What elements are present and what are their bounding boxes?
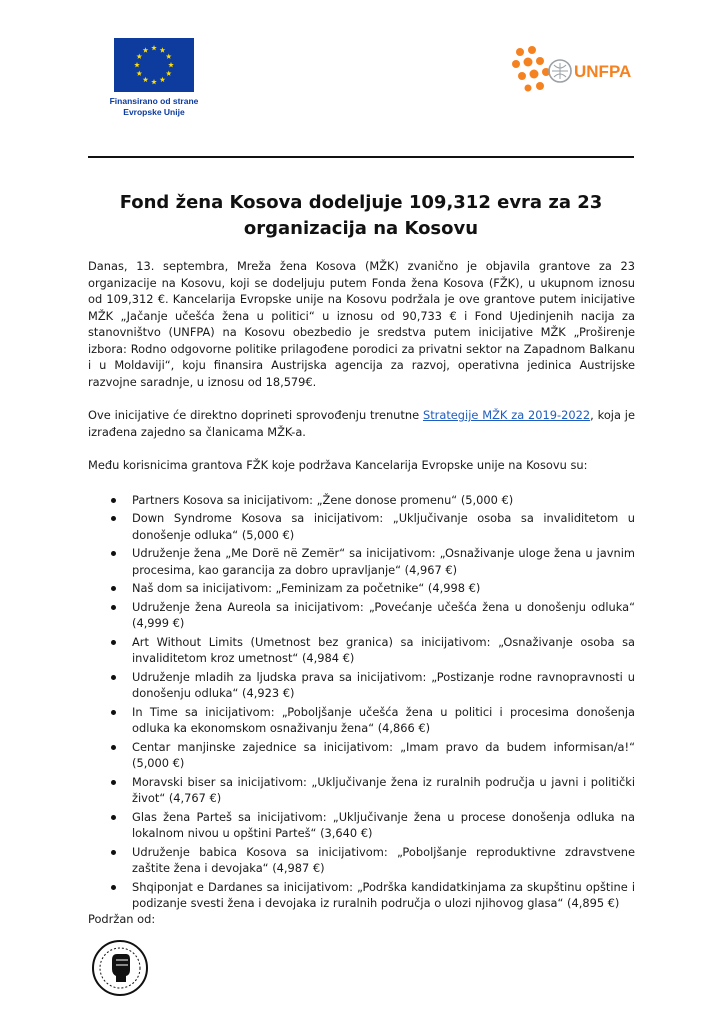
grant-item: Art Without Limits (Umetnost bez granica) sa inicijativom: „Osnaživanje osoba sa invaliditetom kroz umetnost“ (4,984 €) [132, 634, 635, 665]
grant-item: Centar manjinske zajednice sa inicijativom: „Imam pravo da budem informisan/a!“ (5,000 €) [132, 739, 635, 770]
grant-item: Shqiponjat e Dardanes sa inicijativom: „Podrška kandidatkinjama za skupštinu opštine i podizanje svesti žena i devojaka iz ruralnih područja o ulozi njihovog glasa“ (4,895 €) [132, 879, 635, 910]
eu-star-icon [136, 71, 142, 76]
strategy-paragraph [88, 407, 635, 440]
grant-item: In Time sa inicijativom: „Poboljšanje učešća žena u politici i procesima donošenja odluka ka ekonomskom osnaživanju žena“ (4,866 €) [132, 704, 635, 735]
strategy-text-after: , koja je izrađena zajedno sa članicama MŽK-a. [88, 408, 635, 439]
grant-item: Udruženje mladih za ljudska prava sa inicijativom: „Postizanje rodne ravnopravnosti u donošenju odluka“ (4,923 €) [132, 669, 635, 700]
grant-item: Glas žena Parteš sa inicijativom: „Uključivanje žena u procese donošenja odluka na lokalnom nivou u opštini Parteš“ (3,640 €) [132, 809, 635, 840]
eu-caption-line1: Finansirano od strane [109, 96, 199, 106]
eu-star-icon [143, 77, 149, 82]
header-divider [88, 156, 634, 158]
eu-star-icon [160, 77, 166, 82]
grant-item: Udruženje žena „Me Dorë në Zemër“ sa inicijativom: „Osnaživanje uloge žena u javnim procesima, kao garancija za dobro upravljanje“ (4,967 €) [132, 546, 635, 577]
grant-list [88, 492, 635, 912]
strategy-link[interactable]: Strategije MŽK za 2019-2022 [422, 408, 591, 422]
eu-star-icon [134, 62, 140, 67]
unfpa-wordmark: UNFPA [574, 62, 632, 81]
eu-star-icon [151, 79, 157, 84]
grant-item: Naš dom sa inicijativom: „Feminizam za početnike“ (4,998 €) [132, 580, 635, 597]
eu-star-icon [136, 54, 142, 59]
grant-item: Udruženje babica Kosova sa inicijativom: „Poboljšanje reproduktivne zdravstvene zaštite žena i devojaka“ (4,987 €) [132, 844, 635, 875]
fist-logo-icon [90, 938, 150, 998]
grant-item: Down Syndrome Kosova sa inicijativom: „Uključivanje osoba sa invaliditetom u donošenje odluka“ (5,000 €) [132, 511, 635, 542]
unfpa-logo [510, 44, 638, 94]
strategy-text-before: Ove inicijative će direktno doprineti sprovođenju trenutne [88, 408, 423, 422]
eu-star-icon [166, 54, 172, 59]
eu-star-icon [143, 47, 149, 52]
grant-item: Partners Kosova sa inicijativom: „Žene donose promenu“ (5,000 €) [132, 492, 635, 509]
eu-logo-block [88, 38, 220, 118]
article-body [88, 258, 635, 914]
eu-star-icon [166, 71, 172, 76]
eu-caption-line2: Evropske Unije [123, 107, 185, 117]
title-line2: organizacija na Kosovu [243, 218, 479, 239]
supported-by-label: Podržan od: [88, 912, 156, 926]
eu-star-icon [168, 62, 174, 67]
eu-funding-caption [88, 96, 220, 118]
eu-flag-icon [114, 38, 194, 92]
grantees-intro: Među korisnicima grantova FŽK koje podržava Kancelarija Evropske unije na Kosovu su: [88, 458, 588, 472]
title-line1: Fond žena Kosova dodeljuje 109,312 evra za 23 [119, 192, 603, 213]
grant-item: Udruženje žena Aureola sa inicijativom: „Povećanje učešća žena u donošenju odluka“ (4,999 €) [132, 599, 635, 630]
eu-star-icon [151, 45, 157, 50]
intro-paragraph: Danas, 13. septembra, Mreža žena Kosova (MŽK) zvanično je objavila grantove za 23 organizacije na Kosovu, koji se dodeljuju putem Fonda žena Kosova (FŽK), u ukupnom iznosu od 109,312 €. Kancelarija Evropske unije na Kosovu podržala je ove grantove putem inicijative MŽK „Jačanje učešća žena u politici“ u iznosu od 90,733 € i Fond Ujedinjenih nacija za stanovništvo (UNFPA) na Kosovu obezbedio je sredstva putem inicijative MŽK „Proširenje izbora: Rodno odgovorne politike prilagođene porodici za privatni sektor na Zapadnom Balkanu i u Moldaviji“, koju finansira Austrijska agencija za razvoj, operativna jedinica Austrijske razvojne saradnje, u iznosu od 18,579€. [88, 259, 635, 389]
page-title [88, 190, 634, 242]
eu-star-icon [160, 47, 166, 52]
grant-item: Moravski biser sa inicijativom: „Uključivanje žena iz ruralnih područja u javni i politički život“ (4,767 €) [132, 774, 635, 805]
